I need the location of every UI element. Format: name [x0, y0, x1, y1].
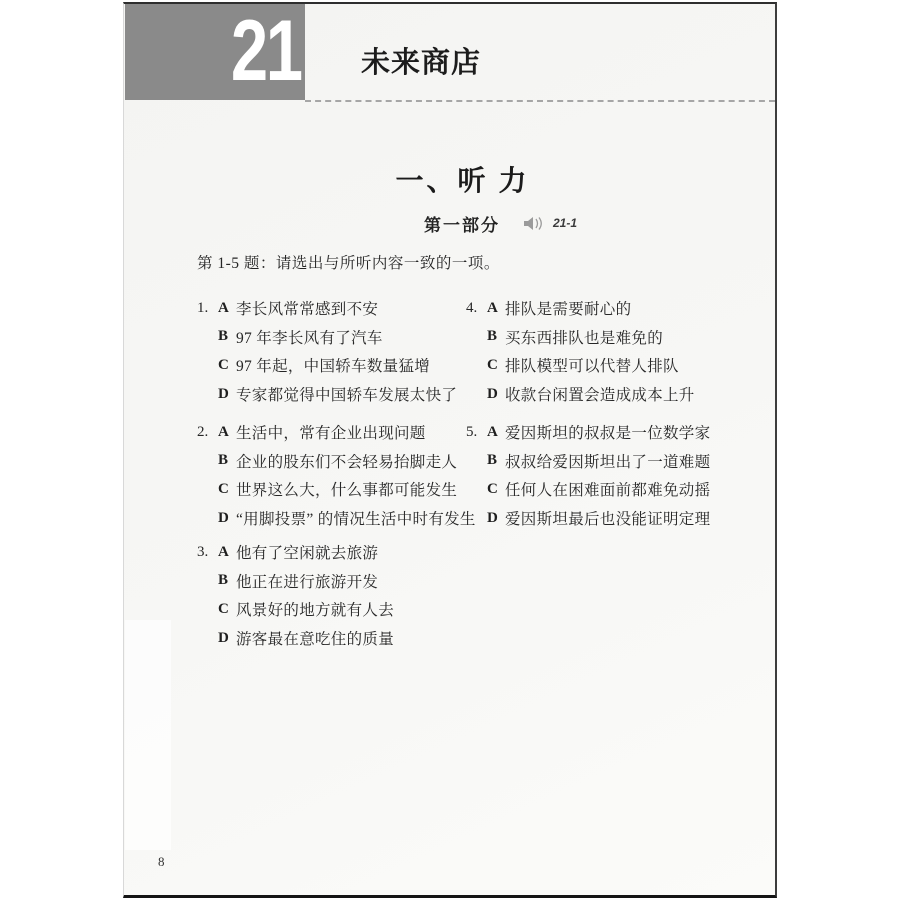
- option-text: 97 年起，中国轿车数量猛增: [236, 358, 431, 376]
- option-row: [197, 567, 394, 596]
- option-text: 买东西排队也是难免的: [505, 329, 664, 347]
- option-letter: B: [218, 328, 229, 345]
- option-row: [197, 380, 457, 409]
- option-row: [466, 447, 710, 476]
- option-text: 爱因斯坦的叔叔是一位数学家: [505, 425, 711, 443]
- page-number: 8: [158, 854, 165, 869]
- option-row: [197, 418, 476, 447]
- question-number: 2.: [197, 423, 209, 440]
- option-text: 排队模型可以代替人排队: [505, 358, 679, 376]
- option-row: [197, 475, 476, 504]
- speaker-icon: [524, 216, 548, 231]
- section-heading: 一、听 力: [395, 166, 530, 197]
- option-row: [197, 504, 476, 533]
- question-1: [197, 294, 457, 408]
- option-text: 世界这么大，什么事都可能发生: [236, 482, 458, 500]
- option-text: 专家都觉得中国轿车发展太快了: [236, 387, 458, 405]
- option-letter: B: [487, 328, 498, 345]
- question-5: [466, 418, 710, 532]
- option-text: 任何人在困难面前都难免动摇: [505, 482, 711, 500]
- question-2: [197, 418, 476, 532]
- question-number: 5.: [466, 423, 478, 440]
- option-letter: A: [218, 543, 229, 560]
- option-row: [466, 418, 710, 447]
- option-text: 叔叔给爱因斯坦出了一道难题: [505, 453, 711, 471]
- option-text: 97 年李长风有了汽车: [236, 329, 383, 347]
- option-letter: D: [218, 509, 229, 526]
- option-row: [466, 475, 710, 504]
- option-row: [197, 323, 457, 352]
- scan-artifact: [125, 620, 171, 850]
- option-row: [466, 380, 695, 409]
- lesson-number-box: [125, 4, 305, 100]
- option-letter: B: [487, 452, 498, 469]
- header-dashed-divider: [305, 100, 775, 102]
- option-letter: C: [487, 356, 498, 373]
- part-heading-row: [424, 212, 577, 234]
- option-letter: A: [218, 299, 229, 316]
- question-number: 1.: [197, 299, 209, 316]
- option-row: [197, 624, 394, 653]
- option-row: [197, 538, 394, 567]
- option-letter: D: [487, 385, 498, 402]
- lesson-number: 21: [231, 4, 302, 99]
- option-row: [197, 294, 457, 323]
- option-row: [197, 595, 394, 624]
- option-text: 爱因斯坦最后也没能证明定理: [505, 511, 711, 529]
- option-text: 生活中，常有企业出现问题: [236, 425, 426, 443]
- book-page: [123, 2, 777, 898]
- option-text: 他有了空闲就去旅游: [236, 545, 379, 563]
- option-letter: B: [218, 452, 229, 469]
- option-text: “用脚投票” 的情况生活中时有发生: [236, 511, 476, 529]
- option-letter: C: [218, 600, 229, 617]
- option-letter: C: [487, 480, 498, 497]
- option-letter: A: [218, 423, 229, 440]
- option-row: [197, 351, 457, 380]
- question-number: 3.: [197, 543, 209, 560]
- option-letter: C: [218, 356, 229, 373]
- option-row: [466, 351, 695, 380]
- question-4: [466, 294, 695, 408]
- option-text: 企业的股东们不会轻易抬脚走人: [236, 453, 458, 471]
- option-letter: D: [218, 385, 229, 402]
- option-text: 游客最在意吃住的质量: [236, 631, 395, 649]
- option-row: [197, 447, 476, 476]
- option-row: [466, 504, 710, 533]
- option-letter: A: [487, 423, 498, 440]
- option-letter: D: [218, 629, 229, 646]
- option-text: 收款台闲置会造成成本上升: [505, 387, 695, 405]
- option-text: 排队是需要耐心的: [505, 301, 632, 319]
- option-letter: C: [218, 480, 229, 497]
- instruction-text: 第 1-5 题：请选出与所听内容一致的一项。: [197, 255, 500, 272]
- option-row: [466, 323, 695, 352]
- option-text: 风景好的地方就有人去: [236, 602, 395, 620]
- question-number: 4.: [466, 299, 478, 316]
- part-heading: 第一部分: [424, 215, 500, 235]
- option-text: 李长风常常感到不安: [236, 301, 379, 319]
- option-letter: A: [487, 299, 498, 316]
- audio-track-label: 21-1: [553, 216, 578, 230]
- option-letter: D: [487, 509, 498, 526]
- lesson-title: 未来商店: [361, 47, 482, 79]
- option-text: 他正在进行旅游开发: [236, 573, 379, 591]
- option-row: [466, 294, 695, 323]
- option-letter: B: [218, 572, 229, 589]
- question-3: [197, 538, 394, 652]
